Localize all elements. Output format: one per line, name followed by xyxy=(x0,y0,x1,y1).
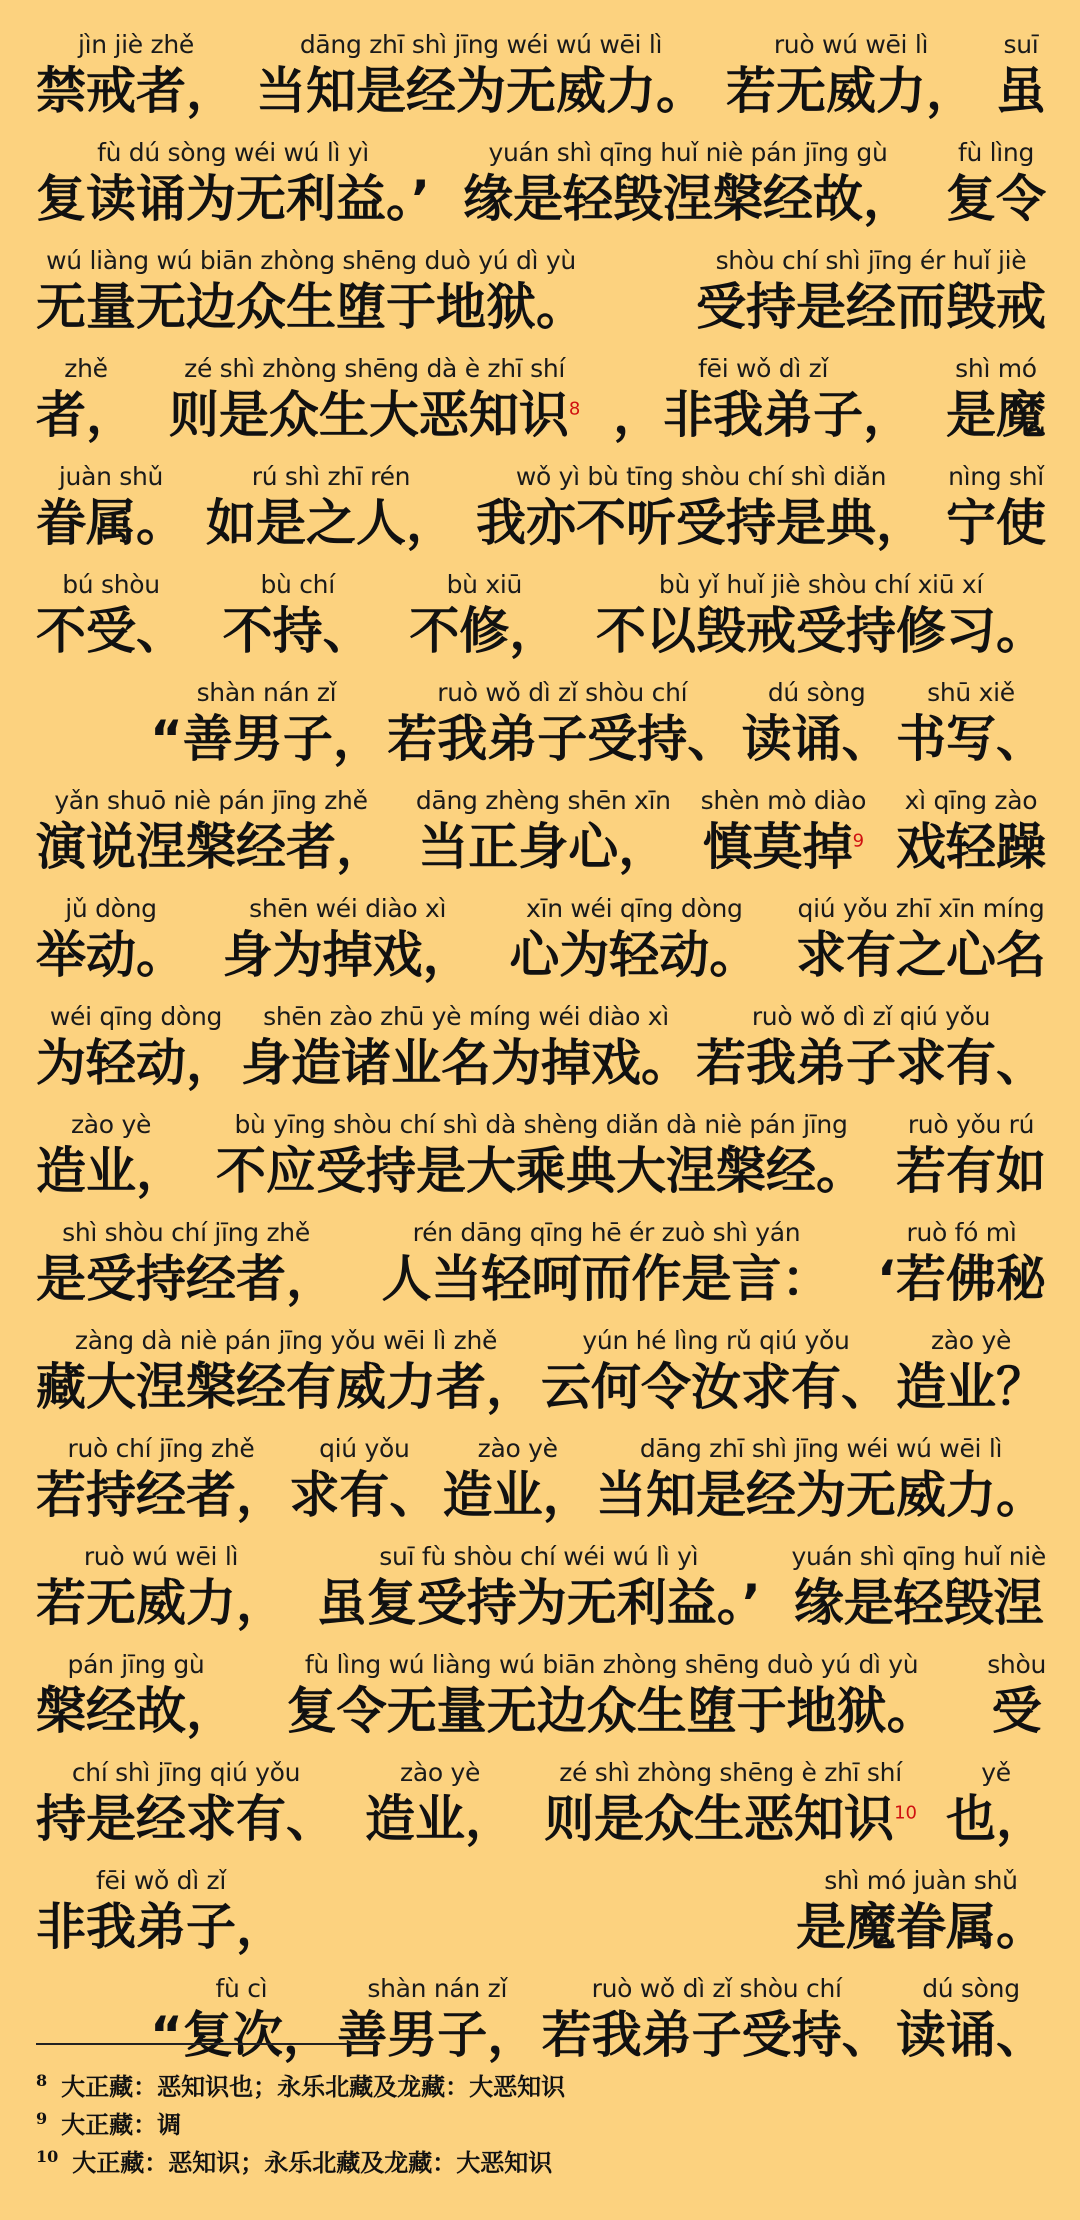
hanzi-text: 演说涅槃经者， xyxy=(36,818,386,876)
hanzi xyxy=(796,924,1046,986)
hanzi-text: 者， xyxy=(36,386,136,444)
pinyin: nìng shǐ xyxy=(948,462,1044,491)
annotated-phrase xyxy=(792,1542,1046,1634)
hanzi-text: 受持是经而毁戒 xyxy=(696,278,1046,336)
hanzi xyxy=(36,1788,336,1850)
pinyin: zàng dà niè pán jīng yǒu wēi lì zhě xyxy=(74,1326,498,1355)
pinyin: wǒ yì bù tīng shòu chí shì diǎn xyxy=(515,462,887,491)
annotated-phrase xyxy=(206,462,456,554)
annotated-phrase xyxy=(36,1326,536,1418)
annotated-phrase xyxy=(241,1002,691,1094)
annotated-phrase xyxy=(896,1110,1046,1202)
hanzi-text: 造业， xyxy=(442,1466,593,1524)
hanzi-text: 复令无量无边众生堕于地狱。 xyxy=(286,1682,937,1740)
hanzi-text: 复令 xyxy=(946,170,1046,228)
pinyin: ruò yǒu rú xyxy=(907,1110,1035,1139)
pinyin: shì shòu chí jīng zhě xyxy=(62,1218,310,1247)
annotated-phrase xyxy=(256,30,706,122)
hanzi xyxy=(992,1680,1042,1742)
pinyin: shèn mò diào xyxy=(700,786,867,815)
annotated-phrase xyxy=(36,354,136,446)
hanzi xyxy=(150,708,383,770)
hanzi-text: 身为掉戏， xyxy=(222,926,473,984)
annotated-phrase xyxy=(36,1434,286,1526)
hanzi-text: 当正身心， xyxy=(418,818,669,876)
annotated-phrase xyxy=(223,894,473,986)
annotated-phrase xyxy=(796,894,1046,986)
pinyin: shòu xyxy=(987,1650,1046,1679)
pinyin: pán jīng gù xyxy=(67,1650,205,1679)
hanzi xyxy=(896,2004,1046,2066)
pinyin: yuán shì qīng huǐ niè xyxy=(791,1542,1046,1571)
hanzi xyxy=(613,384,913,446)
text-line xyxy=(36,1542,1046,1634)
pinyin: chí shì jīng qiú yǒu xyxy=(71,1758,301,1787)
hanzi-text: 若有如 xyxy=(896,1142,1046,1200)
hanzi xyxy=(896,816,1046,878)
text-line xyxy=(36,1866,1046,1958)
hanzi xyxy=(996,60,1046,122)
annotated-phrase xyxy=(36,1758,336,1850)
text-line xyxy=(36,246,1046,338)
annotated-phrase xyxy=(946,138,1046,230)
pinyin: dú sòng xyxy=(922,1974,1020,2003)
text-line xyxy=(36,1218,1046,1310)
hanzi xyxy=(36,924,186,986)
hanzi-text: 如是之人， xyxy=(206,494,456,552)
annotated-phrase xyxy=(742,678,892,770)
text-line xyxy=(36,570,1046,662)
hanzi-text: 不应受持是大乘典大涅槃经。 xyxy=(216,1142,866,1200)
hanzi xyxy=(36,1248,336,1310)
hanzi-text: ，非我弟子， xyxy=(613,386,914,444)
hanzi xyxy=(287,1680,937,1742)
hanzi xyxy=(946,168,1046,230)
hanzi xyxy=(463,168,913,230)
hanzi-text: 我亦不听受持是典， xyxy=(476,494,926,552)
hanzi-text: 为轻动， xyxy=(36,1034,236,1092)
hanzi-text: 缘是轻毁涅 xyxy=(793,1574,1044,1632)
hanzi-text: 禁戒者， xyxy=(36,62,236,120)
pinyin: bù chí xyxy=(260,570,335,599)
annotated-phrase xyxy=(36,1650,236,1742)
text-line xyxy=(150,1974,1046,2066)
pinyin: yuán shì qīng huǐ niè pán jīng gù xyxy=(488,138,888,167)
hanzi-text: 则是众生恶知识 xyxy=(544,1790,895,1848)
annotated-phrase xyxy=(416,786,671,878)
text-line xyxy=(36,786,1046,878)
hanzi-text: 人当轻呵而作是言： xyxy=(381,1250,832,1308)
hanzi xyxy=(541,1356,891,1418)
annotated-phrase xyxy=(987,1650,1046,1742)
pinyin: fù cì xyxy=(215,1974,268,2003)
pinyin: ruò wú wēi lì xyxy=(773,30,929,59)
hanzi-text: 复读诵为无利益。’ xyxy=(36,170,430,228)
hanzi xyxy=(317,1572,761,1634)
pinyin: shū xiě xyxy=(927,678,1015,707)
pinyin: fù lìng xyxy=(957,138,1035,167)
hanzi-text: 书写、 xyxy=(896,710,1046,768)
hanzi-text: 造业， xyxy=(365,1790,516,1848)
annotated-phrase xyxy=(726,30,976,122)
pinyin: jǔ dòng xyxy=(65,894,157,923)
hanzi xyxy=(896,1140,1046,1202)
hanzi-text: 槃经故， xyxy=(36,1682,236,1740)
hanzi xyxy=(365,1788,515,1850)
annotated-phrase xyxy=(542,1974,892,2066)
annotated-phrase xyxy=(613,354,913,446)
pinyin: qiú yǒu zhī xīn míng xyxy=(797,894,1045,923)
hanzi xyxy=(542,2004,892,2066)
annotated-phrase xyxy=(896,1326,1046,1418)
hanzi-text: 是受持经者， xyxy=(36,1250,336,1308)
hanzi-text: 读诵、 xyxy=(741,710,892,768)
annotated-phrase xyxy=(36,1110,186,1202)
hanzi xyxy=(36,492,186,554)
hanzi-text: 造业， xyxy=(36,1142,186,1200)
hanzi xyxy=(794,1572,1044,1634)
annotated-phrase xyxy=(541,1326,891,1418)
hanzi xyxy=(742,708,892,770)
hanzi xyxy=(36,1896,286,1958)
hanzi xyxy=(382,1248,832,1310)
hanzi xyxy=(418,816,668,878)
hanzi xyxy=(289,1464,439,1526)
hanzi-text: 缘是轻毁涅槃经故， xyxy=(463,170,913,228)
hanzi-text: 求有之心名 xyxy=(795,926,1046,984)
hanzi xyxy=(36,816,386,878)
annotated-phrase xyxy=(463,138,913,230)
text-line xyxy=(36,1002,1046,1094)
hanzi xyxy=(896,1356,1046,1418)
hanzi xyxy=(696,1032,1046,1094)
pinyin: fù lìng wú liàng wú biān zhòng shēng duò yú dì yù xyxy=(304,1650,919,1679)
pinyin: yě xyxy=(981,1758,1011,1787)
hanzi xyxy=(696,276,1046,338)
hanzi xyxy=(409,600,559,662)
annotated-phrase xyxy=(150,678,383,770)
footnote-marker: 9 xyxy=(852,830,865,852)
pinyin: qiú yǒu xyxy=(319,1434,410,1463)
hanzi xyxy=(36,1680,236,1742)
hanzi xyxy=(596,1464,1046,1526)
annotated-phrase xyxy=(287,1650,937,1742)
hanzi xyxy=(443,1464,593,1526)
pinyin: shēn wéi diào xì xyxy=(249,894,447,923)
hanzi xyxy=(596,600,1046,662)
footnote-10: $^{10}$ 大正藏：恶知识；永乐北藏及龙藏：大恶知识 xyxy=(36,2147,553,2177)
annotated-phrase xyxy=(36,30,236,122)
pinyin: wéi qīng dòng xyxy=(49,1002,223,1031)
hanzi-text: “复次， xyxy=(150,2006,333,2064)
hanzi-text: 当知是经为无威力。 xyxy=(595,1466,1046,1524)
hanzi-text: 虽复受持为无利益。’ xyxy=(316,1574,761,1632)
hanzi-text: 宁使 xyxy=(946,494,1046,552)
hanzi-text: 若持经者， xyxy=(36,1466,286,1524)
hanzi xyxy=(946,492,1046,554)
annotated-phrase xyxy=(36,786,386,878)
pinyin: bù yǐ huǐ jiè shòu chí xiū xí xyxy=(658,570,984,599)
hanzi-text: 不以毁戒受持修习。 xyxy=(595,602,1046,660)
annotated-phrase xyxy=(596,570,1046,662)
annotated-phrase xyxy=(317,1542,761,1634)
annotated-phrase xyxy=(36,1542,286,1634)
hanzi-text: 非我弟子， xyxy=(36,1898,286,1956)
pinyin: shì mó juàn shǔ xyxy=(824,1866,1018,1895)
hanzi xyxy=(337,2004,537,2066)
hanzi-text: 藏大涅槃经有威力者， xyxy=(36,1358,536,1416)
text-line xyxy=(36,462,1046,554)
text-line xyxy=(36,1110,1046,1202)
annotated-phrase xyxy=(216,1110,866,1202)
hanzi xyxy=(703,816,864,878)
pinyin: fēi wǒ dì zǐ xyxy=(96,1866,226,1895)
hanzi-text: 造业？ xyxy=(896,1358,1046,1416)
annotated-phrase xyxy=(36,1218,336,1310)
annotated-phrase xyxy=(796,1866,1046,1958)
text-line xyxy=(36,30,1046,122)
hanzi xyxy=(241,1032,691,1094)
annotated-phrase xyxy=(476,462,926,554)
annotated-phrase xyxy=(36,1866,286,1958)
hanzi xyxy=(36,276,586,338)
hanzi xyxy=(36,1032,236,1094)
hanzi xyxy=(36,60,236,122)
annotated-phrase xyxy=(896,786,1046,878)
hanzi-text: 云何令汝求有、 xyxy=(541,1358,891,1416)
pinyin: rén dāng qīng hē ér zuò shì yán xyxy=(412,1218,801,1247)
annotated-phrase xyxy=(36,570,186,662)
hanzi-text: ‘若佛秘 xyxy=(877,1250,1046,1308)
hanzi xyxy=(509,924,759,986)
annotated-phrase xyxy=(896,1974,1046,2066)
hanzi-text: 善男子， xyxy=(337,2006,538,2064)
annotated-phrase xyxy=(337,1974,537,2066)
text-line xyxy=(36,138,1046,230)
annotated-phrase xyxy=(409,570,559,662)
hanzi xyxy=(544,1788,917,1850)
hanzi-text: 举动。 xyxy=(36,926,186,984)
hanzi xyxy=(877,1248,1046,1310)
hanzi-text: 虽 xyxy=(996,62,1046,120)
text-line xyxy=(36,1434,1046,1526)
annotated-phrase xyxy=(169,354,580,446)
annotated-phrase xyxy=(544,1758,917,1850)
text-line xyxy=(36,1758,1046,1850)
annotated-phrase xyxy=(696,1002,1046,1094)
annotated-phrase xyxy=(701,786,866,878)
hanzi xyxy=(36,384,136,446)
annotated-phrase xyxy=(946,1758,1046,1850)
hanzi xyxy=(36,600,186,662)
pinyin: zào yè xyxy=(400,1758,481,1787)
pinyin: zé shì zhòng shēng è zhī shí xyxy=(559,1758,902,1787)
pinyin: dāng zhī shì jīng wéi wú wēi lì xyxy=(639,1434,1003,1463)
annotated-phrase xyxy=(596,1434,1046,1526)
hanzi-text: 求有、 xyxy=(289,1466,440,1524)
hanzi xyxy=(387,708,737,770)
annotated-phrase xyxy=(877,1218,1046,1310)
text-line xyxy=(150,678,1046,770)
hanzi-text: 受 xyxy=(991,1682,1042,1740)
pinyin: suī fù shòu chí wéi wú lì yì xyxy=(379,1542,699,1571)
hanzi-text: 持是经求有、 xyxy=(36,1790,336,1848)
hanzi xyxy=(223,600,373,662)
hanzi xyxy=(36,1464,286,1526)
hanzi xyxy=(223,924,473,986)
hanzi-text: 若我弟子受持、 xyxy=(387,710,738,768)
annotated-phrase xyxy=(509,894,759,986)
hanzi-text: 心为轻动。 xyxy=(509,926,760,984)
annotated-phrase xyxy=(443,1434,593,1526)
hanzi-text: “善男子， xyxy=(150,710,383,768)
pinyin: dú sòng xyxy=(767,678,866,707)
hanzi-text: 不修， xyxy=(409,602,560,660)
hanzi-text: 慎莫掉 xyxy=(702,818,853,876)
annotated-phrase xyxy=(36,462,186,554)
text-line xyxy=(36,1326,1046,1418)
pinyin: yún hé lìng rǔ qiú yǒu xyxy=(582,1326,850,1355)
pinyin: ruò wú wēi lì xyxy=(83,1542,239,1571)
hanzi xyxy=(36,1140,186,1202)
annotated-phrase xyxy=(946,462,1046,554)
hanzi-text: 戏轻躁 xyxy=(895,818,1046,876)
annotated-phrase xyxy=(996,30,1046,122)
hanzi-text: 是魔 xyxy=(945,386,1046,444)
pinyin: ruò fó mì xyxy=(906,1218,1017,1247)
footnote-divider xyxy=(36,2043,376,2045)
pinyin: fù dú sòng wéi wú lì yì xyxy=(97,138,369,167)
hanzi-text: 是魔眷属。 xyxy=(796,1898,1046,1956)
hanzi-text: 若我弟子受持、 xyxy=(541,2006,892,2064)
hanzi-text: 不受、 xyxy=(36,602,186,660)
pinyin: ruò wǒ dì zǐ shòu chí xyxy=(591,1974,842,2003)
hanzi-text: 若无威力， xyxy=(36,1574,286,1632)
pinyin: suī xyxy=(1003,30,1039,59)
pinyin: shì mó xyxy=(955,354,1037,383)
hanzi xyxy=(150,2004,333,2066)
pinyin: zé shì zhòng shēng dà è zhī shí xyxy=(184,354,566,383)
hanzi xyxy=(476,492,926,554)
annotated-phrase xyxy=(365,1758,515,1850)
pinyin: zào yè xyxy=(70,1110,152,1139)
hanzi xyxy=(896,708,1046,770)
pinyin: fēi wǒ dì zǐ xyxy=(698,354,829,383)
annotated-phrase xyxy=(696,246,1046,338)
hanzi xyxy=(36,1572,286,1634)
annotated-phrase xyxy=(223,570,373,662)
text-line xyxy=(36,354,1046,446)
pinyin: bù yīng shòu chí shì dà shèng diǎn dà niè pán jīng xyxy=(234,1110,848,1139)
footnote-9: $^9$ 大正藏：调 xyxy=(36,2109,182,2139)
hanzi xyxy=(726,60,976,122)
hanzi xyxy=(946,1788,1046,1850)
pinyin: ruò wǒ dì zǐ shòu chí xyxy=(437,678,688,707)
annotated-phrase xyxy=(36,246,586,338)
hanzi-text: 眷属。 xyxy=(36,494,186,552)
hanzi-text: 身造诸业名为掉戏。 xyxy=(241,1034,691,1092)
hanzi-text: 则是众生大恶知识 xyxy=(168,386,569,444)
hanzi xyxy=(796,1896,1046,1958)
hanzi-text: 无量无边众生堕于地狱。 xyxy=(36,278,586,336)
footnote-marker: 8 xyxy=(568,398,581,420)
hanzi xyxy=(169,384,580,446)
pinyin: rú shì zhī rén xyxy=(251,462,411,491)
pinyin: wú liàng wú biān zhòng shēng duò yú dì yù xyxy=(46,246,576,275)
pinyin: zhě xyxy=(64,354,108,383)
pinyin: shàn nán zǐ xyxy=(196,678,337,707)
text-line xyxy=(36,894,1046,986)
annotated-phrase xyxy=(387,678,737,770)
pinyin: shòu chí shì jīng ér huǐ jiè xyxy=(715,246,1027,275)
hanzi xyxy=(36,168,430,230)
annotated-phrase xyxy=(150,1974,333,2066)
footnote-8: $^8$ 大正藏：恶知识也；永乐北藏及龙藏：大恶知识 xyxy=(36,2071,566,2101)
pinyin: juàn shǔ xyxy=(58,462,164,491)
hanzi xyxy=(946,384,1046,446)
annotated-phrase xyxy=(382,1218,832,1310)
annotated-phrase xyxy=(289,1434,439,1526)
hanzi xyxy=(216,1140,866,1202)
hanzi-text: 不持、 xyxy=(222,602,373,660)
pinyin: dāng zhī shì jīng wéi wú wēi lì xyxy=(299,30,663,59)
hanzi-text: 读诵、 xyxy=(896,2006,1046,2064)
annotated-phrase xyxy=(896,678,1046,770)
text-line xyxy=(36,1650,1046,1742)
pinyin: xīn wéi qīng dòng xyxy=(526,894,743,923)
pinyin: yǎn shuō niè pán jīng zhě xyxy=(54,786,368,815)
annotated-phrase xyxy=(36,138,430,230)
hanzi xyxy=(206,492,456,554)
pinyin: zào yè xyxy=(477,1434,558,1463)
pinyin: xì qīng zào xyxy=(904,786,1038,815)
pinyin: ruò wǒ dì zǐ qiú yǒu xyxy=(751,1002,991,1031)
pinyin: jìn jiè zhě xyxy=(78,30,194,59)
annotated-phrase xyxy=(36,1002,236,1094)
hanzi xyxy=(36,1356,536,1418)
pinyin: bú shòu xyxy=(62,570,160,599)
hanzi xyxy=(256,60,706,122)
annotated-phrase xyxy=(946,354,1046,446)
pinyin: dāng zhèng shēn xīn xyxy=(415,786,671,815)
pinyin: zào yè xyxy=(930,1326,1012,1355)
hanzi-text: 若无威力， xyxy=(726,62,976,120)
pinyin: bù xiū xyxy=(446,570,523,599)
pinyin: shàn nán zǐ xyxy=(367,1974,508,2003)
pinyin: ruò chí jīng zhě xyxy=(67,1434,255,1463)
footnotes xyxy=(36,2062,565,2176)
hanzi-text: 也， xyxy=(946,1790,1046,1848)
footnote-marker: 10 xyxy=(894,1802,917,1824)
pinyin: shēn zào zhū yè míng wéi diào xì xyxy=(263,1002,669,1031)
annotated-phrase xyxy=(36,894,186,986)
hanzi-text: 若我弟子求有、 xyxy=(696,1034,1046,1092)
hanzi-text: 当知是经为无威力。 xyxy=(256,62,706,120)
